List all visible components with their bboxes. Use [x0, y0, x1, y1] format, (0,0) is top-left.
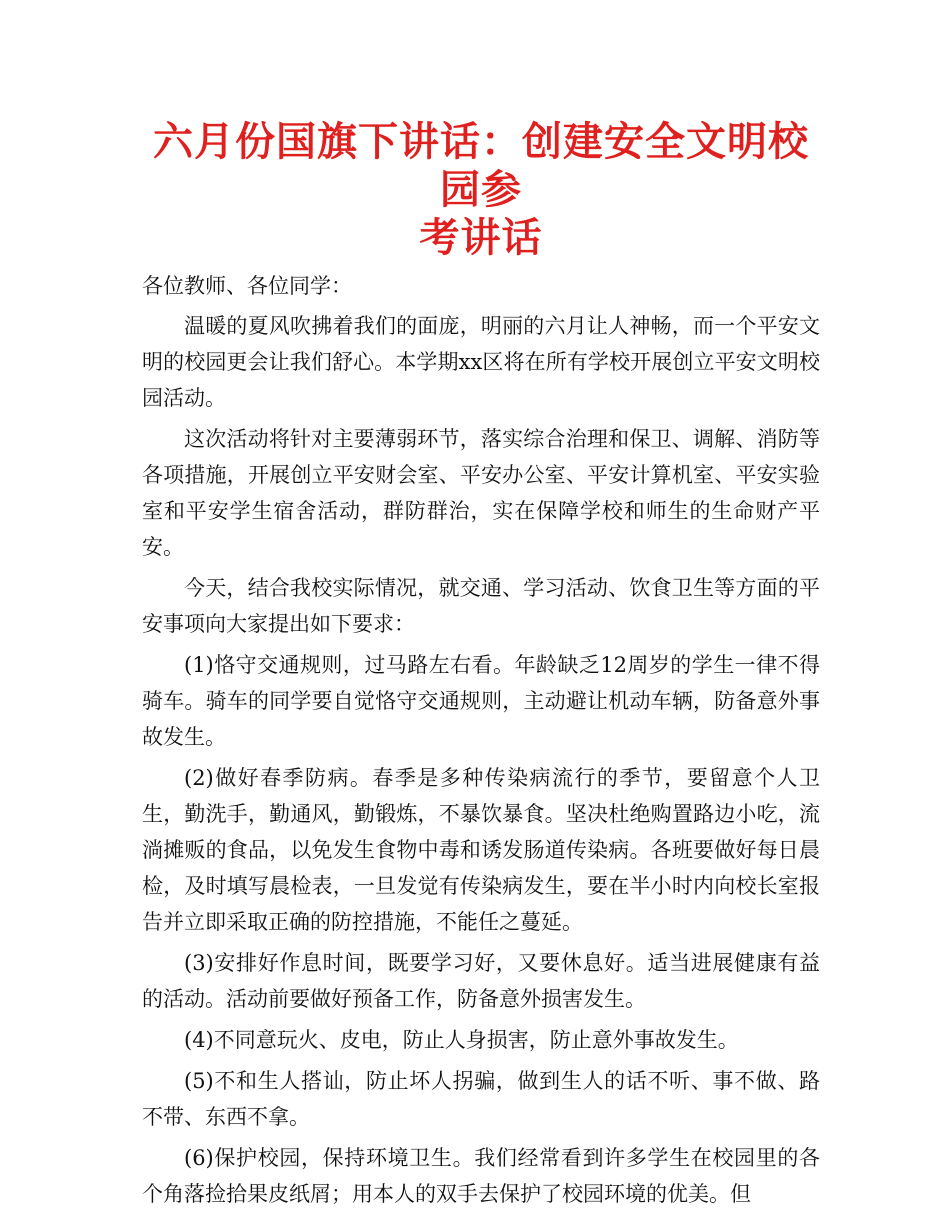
- document-body: [142, 268, 820, 1212]
- paragraph-6: (3)安排好作息时间，既要学习好，又要休息好。适当进展健康有益的活动。活动前要做好预备工作，防备意外损害发生。: [142, 951, 820, 1011]
- paragraph-5: (2)做好春季防病。春季是多种传染病流行的季节，要留意个人卫生，勤洗手，勤通风，勤锻炼，不暴饮暴食。坚决杜绝购置路边小吃，流淌摊贩的食品，以免发生食物中毒和诱发肠道传染病。各班要做好每日晨检，及时填写晨检表，一旦发觉有传染病发生，要在半小时内向校长室报告并立即采取正确的防控措施，不能任之蔓延。: [142, 766, 820, 934]
- document-title: [142, 118, 820, 262]
- title-line-1: 六月份国旗下讲话：创建安全文明校园参: [153, 119, 809, 213]
- paragraph-4: (1)恪守交通规则，过马路左右看。年龄缺乏12周岁的学生一律不得骑车。骑车的同学要自觉恪守交通规则，主动避让机动车辆，防备意外事故发生。: [142, 653, 820, 749]
- paragraph-1: 温暖的夏风吹拂着我们的面庞，明丽的六月让人神畅，而一个平安文明的校园更会让我们舒心。本学期xx区将在所有学校开展创立平安文明校园活动。: [142, 314, 820, 410]
- greeting: 各位教师、各位同学：: [142, 274, 352, 298]
- paragraph-3: 今天，结合我校实际情况，就交通、学习活动、饮食卫生等方面的平安事项向大家提出如下要求：: [142, 576, 820, 636]
- title-line-2: 考讲话: [419, 215, 543, 261]
- paragraph-2: 这次活动将针对主要薄弱环节，落实综合治理和保卫、调解、消防等各项措施，开展创立平安财会室、平安办公室、平安计算机室、平安实验室和平安学生宿舍活动，群防群治，实在保障学校和师生的生命财产平安。: [142, 427, 820, 559]
- paragraph-9: (6)保护校园，保持环境卫生。我们经常看到许多学生在校园里的各个角落捡拾果皮纸屑；用本人的双手去保护了校园环境的优美。但: [142, 1146, 820, 1206]
- paragraph-7: (4)不同意玩火、皮电，防止人身损害，防止意外事故发生。: [184, 1028, 739, 1052]
- paragraph-8: (5)不和生人搭讪，防止坏人拐骗，做到生人的话不听、事不做、路不带、东西不拿。: [142, 1069, 820, 1129]
